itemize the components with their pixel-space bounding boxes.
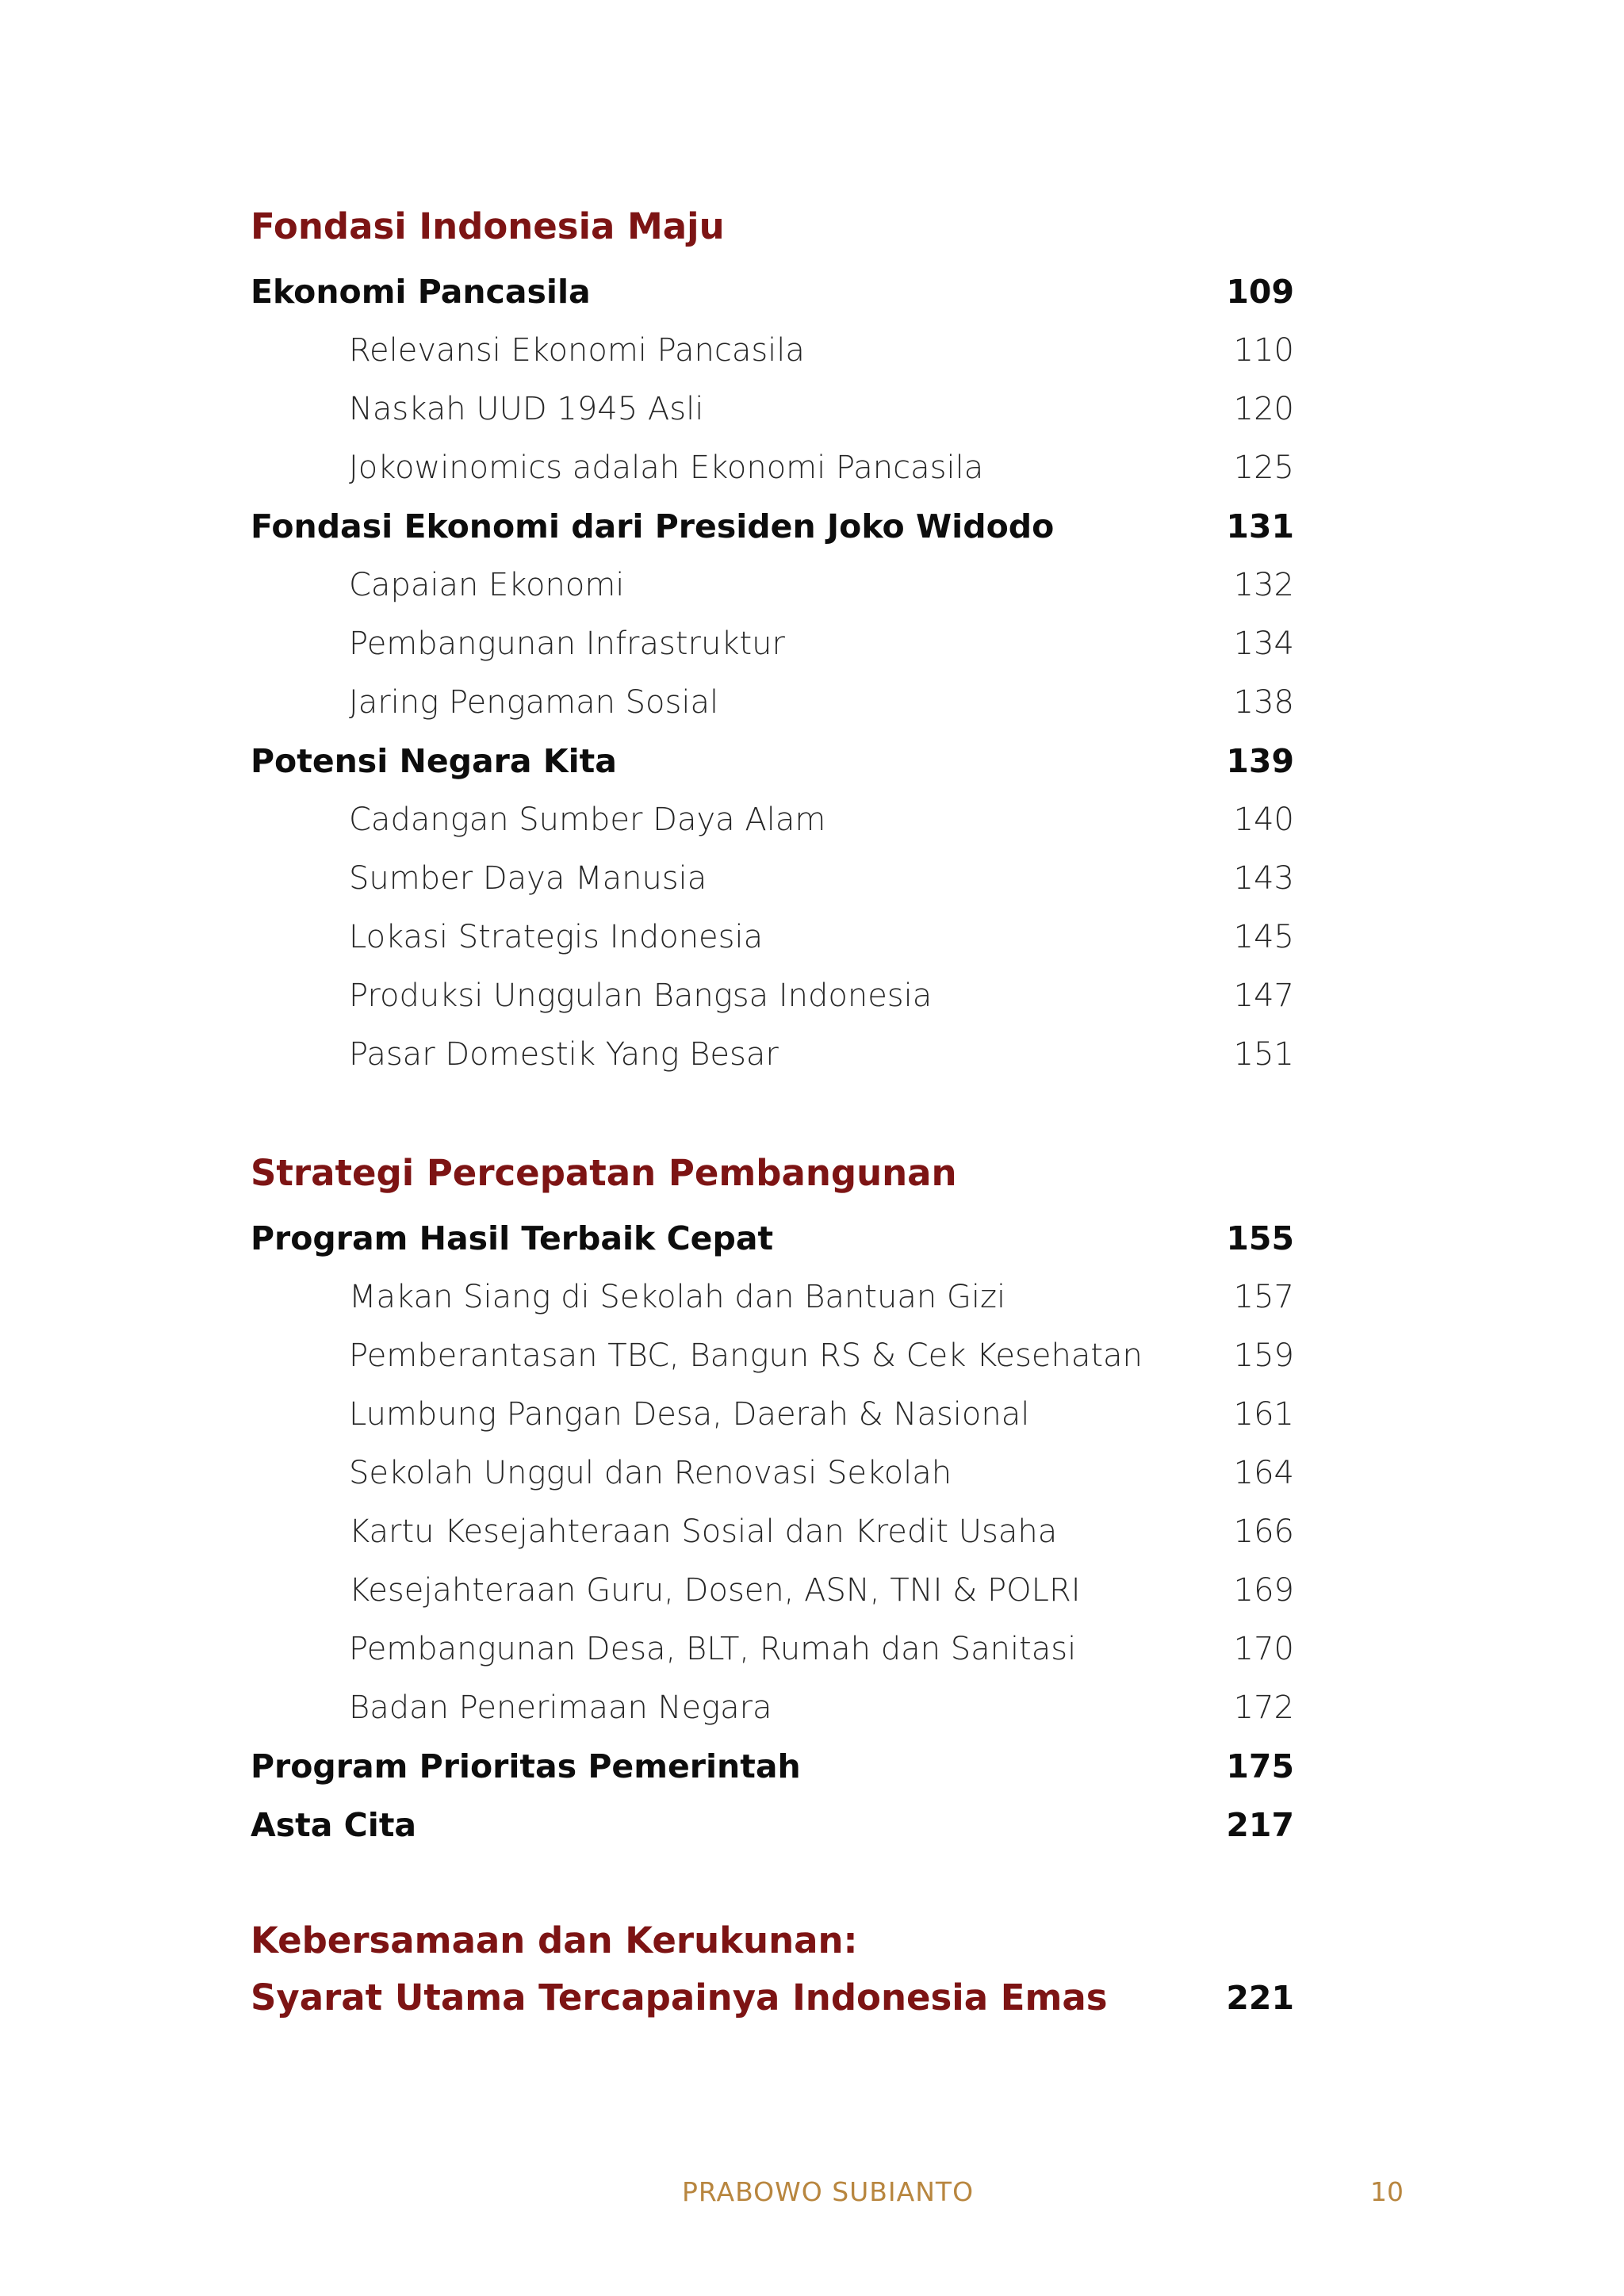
toc-subentry[interactable] [251, 855, 1294, 902]
page-number: 131 [1226, 507, 1294, 545]
section-title-line1: Kebersamaan dan Kerukunan: [251, 1919, 858, 1961]
toc-chapter-entry[interactable] [251, 1215, 1294, 1262]
page-number: 155 [1226, 1219, 1294, 1257]
subentry-title: Pembangunan Infrastruktur [349, 626, 785, 662]
page-number: 172 [1233, 1689, 1294, 1726]
page-number: 134 [1233, 626, 1294, 662]
footer-author: PRABOWO SUBIANTO [682, 2176, 975, 2207]
toc-section-heading [251, 1917, 1294, 1965]
subentry-title: Jaring Pengaman Sosial [349, 684, 719, 721]
toc-subentry[interactable] [251, 327, 1294, 374]
subentry-title: Pasar Domestik Yang Besar [349, 1036, 779, 1073]
page-number: 110 [1233, 332, 1294, 369]
page-number: 109 [1226, 273, 1294, 311]
chapter-title: Program Hasil Terbaik Cepat [251, 1219, 774, 1257]
toc-subentry[interactable] [251, 1391, 1294, 1438]
page-number: 217 [1226, 1806, 1294, 1844]
toc-section-heading [251, 203, 1294, 251]
toc-subentry[interactable] [251, 1031, 1294, 1078]
page-number: 139 [1226, 742, 1294, 780]
page-number: 143 [1233, 860, 1294, 897]
page-number: 166 [1233, 1513, 1294, 1550]
subentry-title: Makan Siang di Sekolah dan Bantuan Gizi [349, 1279, 1006, 1315]
toc-section-entry[interactable] [251, 1974, 1294, 2022]
subentry-title: Produksi Unggulan Bangsa Indonesia [349, 978, 933, 1014]
subentry-title: Jokowinomics adalah Ekonomi Pancasila [349, 450, 984, 486]
page-number: 157 [1233, 1279, 1294, 1315]
toc-subentry[interactable] [251, 1449, 1294, 1497]
subentry-title: Capaian Ekonomi [349, 567, 625, 603]
toc-subentry[interactable] [251, 444, 1294, 492]
page-number: 164 [1233, 1455, 1294, 1491]
chapter-title: Fondasi Ekonomi dari Presiden Joko Widodo [251, 507, 1055, 545]
section-title: Fondasi Indonesia Maju [251, 205, 725, 247]
subentry-title: Kesejahteraan Guru, Dosen, ASN, TNI & POLRI [349, 1572, 1081, 1609]
subentry-title: Lokasi Strategis Indonesia [349, 919, 764, 955]
chapter-title: Program Prioritas Pemerintah [251, 1747, 801, 1785]
chapter-title: Ekonomi Pancasila [251, 273, 591, 311]
page-number: 221 [1226, 1979, 1294, 2017]
subentry-title: Kartu Kesejahteraan Sosial dan Kredit Usaha [349, 1513, 1058, 1550]
toc-subentry[interactable] [251, 561, 1294, 609]
chapter-title: Asta Cita [251, 1806, 417, 1844]
page-number: 140 [1233, 802, 1294, 838]
subentry-title: Sekolah Unggul dan Renovasi Sekolah [349, 1455, 952, 1491]
toc-subentry[interactable] [251, 1508, 1294, 1556]
footer-page-number: 10 [1370, 2176, 1404, 2207]
toc-subentry[interactable] [251, 1332, 1294, 1380]
page-number: 132 [1233, 567, 1294, 603]
subentry-title: Pembangunan Desa, BLT, Rumah dan Sanitasi [349, 1631, 1077, 1667]
subentry-title: Pemberantasan TBC, Bangun RS & Cek Kesehatan [349, 1337, 1143, 1374]
section-title-line2: Syarat Utama Tercapainya Indonesia Emas [251, 1976, 1108, 2019]
toc-chapter-entry[interactable] [251, 503, 1294, 550]
toc-subentry[interactable] [251, 1684, 1294, 1732]
page-number: 170 [1233, 1631, 1294, 1667]
toc-subentry[interactable] [251, 913, 1294, 961]
page-number: 138 [1233, 684, 1294, 721]
page-number: 159 [1233, 1337, 1294, 1374]
subentry-title: Badan Penerimaan Negara [349, 1689, 772, 1726]
toc-subentry[interactable] [251, 796, 1294, 844]
subentry-title: Sumber Daya Manusia [349, 860, 707, 897]
page-number: 169 [1233, 1572, 1294, 1609]
subentry-title: Cadangan Sumber Daya Alam [349, 802, 826, 838]
toc-chapter-entry[interactable] [251, 737, 1294, 785]
toc-subentry[interactable] [251, 620, 1294, 668]
page-number: 151 [1233, 1036, 1294, 1073]
toc-subentry[interactable] [251, 972, 1294, 1020]
section-title: Strategi Percepatan Pembangunan [251, 1152, 957, 1194]
page-number: 161 [1233, 1396, 1294, 1433]
page-number: 125 [1233, 450, 1294, 486]
toc-subentry[interactable] [251, 385, 1294, 433]
page-number: 120 [1233, 391, 1294, 427]
subentry-title: Relevansi Ekonomi Pancasila [349, 332, 805, 369]
page-number: 175 [1226, 1747, 1294, 1785]
subentry-title: Naskah UUD 1945 Asli [349, 391, 704, 427]
toc-section-heading [251, 1150, 1294, 1197]
toc-chapter-entry[interactable] [251, 1801, 1294, 1849]
toc-subentry[interactable] [251, 1567, 1294, 1614]
toc-subentry[interactable] [251, 1273, 1294, 1321]
page-number: 145 [1233, 919, 1294, 955]
toc-subentry[interactable] [251, 1625, 1294, 1673]
toc-chapter-entry[interactable] [251, 268, 1294, 316]
toc-subentry[interactable] [251, 679, 1294, 726]
page-number: 147 [1233, 978, 1294, 1014]
subentry-title: Lumbung Pangan Desa, Daerah & Nasional [349, 1396, 1030, 1433]
toc-chapter-entry[interactable] [251, 1743, 1294, 1790]
chapter-title: Potensi Negara Kita [251, 742, 617, 780]
